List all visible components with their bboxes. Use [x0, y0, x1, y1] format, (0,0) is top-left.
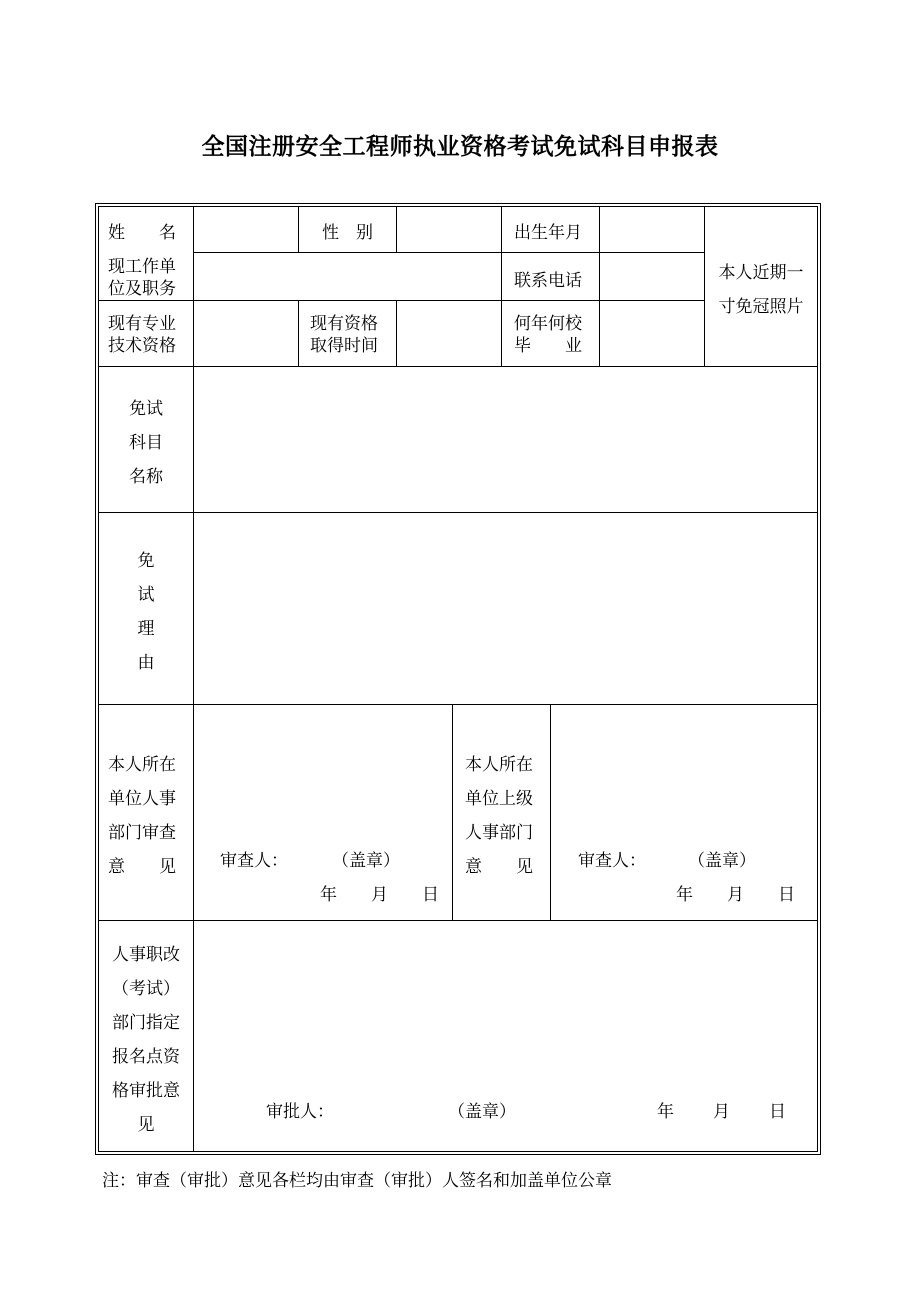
reason-label-2: 试 — [137, 585, 155, 605]
reason-label-4: 由 — [137, 653, 155, 673]
approval-day: 日 — [769, 1102, 786, 1122]
upper-label-1: 本人所在 — [465, 755, 533, 775]
approval-seal: （盖章） — [448, 1102, 516, 1122]
work-label-1: 现工作单 — [108, 257, 176, 277]
phone-label: 联系电话 — [514, 271, 582, 291]
name-label: 姓 名 — [108, 223, 176, 243]
dept-date: 年 月 日 — [320, 885, 439, 905]
rule-row2 — [98, 300, 704, 301]
birth-label: 出生年月 — [514, 223, 582, 243]
approval-year: 年 — [657, 1102, 674, 1122]
subjects-label — [99, 392, 193, 494]
photo-label-2: 寸免冠照片 — [718, 297, 804, 317]
upper-label-4: 意 见 — [465, 857, 533, 877]
name-value[interactable] — [196, 208, 296, 250]
dept-seal: （盖章） — [332, 851, 400, 871]
approver-label: 审批人： — [266, 1102, 334, 1122]
upper-label-3: 人事部门 — [465, 823, 533, 843]
upper-seal: （盖章） — [688, 851, 756, 871]
subjects-label-1: 免试 — [129, 399, 163, 419]
work-label-2: 位及职务 — [108, 279, 176, 299]
rule-row1 — [193, 252, 704, 253]
dept-label — [108, 748, 176, 884]
approval-label — [99, 938, 193, 1142]
col-qualtime-right — [396, 300, 397, 366]
school-label-2: 毕 业 — [514, 336, 582, 356]
form-title: 全国注册安全工程师执业资格考试免试科目申报表 — [201, 134, 719, 160]
birth-value[interactable] — [602, 208, 702, 250]
approval-month: 月 — [713, 1102, 730, 1122]
gender-label: 性 别 — [322, 223, 373, 243]
qual-time-value[interactable] — [399, 303, 499, 363]
footnote: 注：审查（审批）意见各栏均由审查（审批）人签名和加盖单位公章 — [102, 1171, 612, 1191]
dept-reviewer-label: 审查人： — [220, 851, 288, 871]
col-photo — [704, 206, 705, 366]
school-label-1: 何年何校 — [514, 314, 582, 334]
qual-time-label-2: 取得时间 — [310, 336, 378, 356]
approval-label-3: 部门指定 — [112, 1013, 180, 1033]
subjects-label-2: 科目 — [129, 433, 163, 453]
approval-label-2: （考试） — [112, 979, 180, 999]
upper-date: 年 月 日 — [676, 885, 795, 905]
rule-row3 — [98, 366, 818, 367]
dept-label-4: 意 见 — [108, 857, 176, 877]
photo-label-1: 本人近期一 — [718, 263, 804, 283]
col-birth-right — [599, 206, 600, 366]
subjects-label-3: 名称 — [129, 467, 163, 487]
upper-reviewer-label: 审查人： — [578, 851, 646, 871]
work-value[interactable] — [196, 255, 498, 297]
gender-value[interactable] — [399, 208, 499, 250]
qual-label-1: 现有专业 — [108, 314, 176, 334]
upper-label — [465, 748, 533, 884]
dept-label-2: 单位人事 — [108, 789, 176, 809]
qual-label-2: 技术资格 — [108, 336, 176, 356]
rule-subjects — [98, 512, 818, 513]
col-upper-left — [452, 704, 453, 920]
qual-value[interactable] — [196, 303, 296, 363]
col-upper-right — [550, 704, 551, 920]
dept-label-3: 部门审查 — [108, 823, 176, 843]
reason-label-1: 免 — [137, 551, 155, 571]
col-birth-left — [501, 206, 502, 366]
approval-label-1: 人事职改 — [112, 945, 180, 965]
phone-value[interactable] — [602, 255, 702, 297]
approval-label-5: 格审批意 — [112, 1081, 180, 1101]
col-gender-right — [396, 206, 397, 252]
reason-label-3: 理 — [137, 619, 155, 639]
rule-review — [98, 920, 818, 921]
upper-label-2: 单位上级 — [465, 789, 533, 809]
school-value[interactable] — [602, 303, 702, 363]
reason-label — [99, 544, 193, 680]
col-label — [193, 206, 194, 1152]
approval-label-6: 见 — [137, 1115, 155, 1135]
col-qualtime-left — [298, 300, 299, 366]
dept-label-1: 本人所在 — [108, 755, 176, 775]
approval-label-4: 报名点资 — [112, 1047, 180, 1067]
reason-field[interactable] — [196, 516, 814, 700]
rule-reason — [98, 704, 818, 705]
subjects-field[interactable] — [196, 370, 814, 508]
qual-time-label-1: 现有资格 — [310, 314, 378, 334]
